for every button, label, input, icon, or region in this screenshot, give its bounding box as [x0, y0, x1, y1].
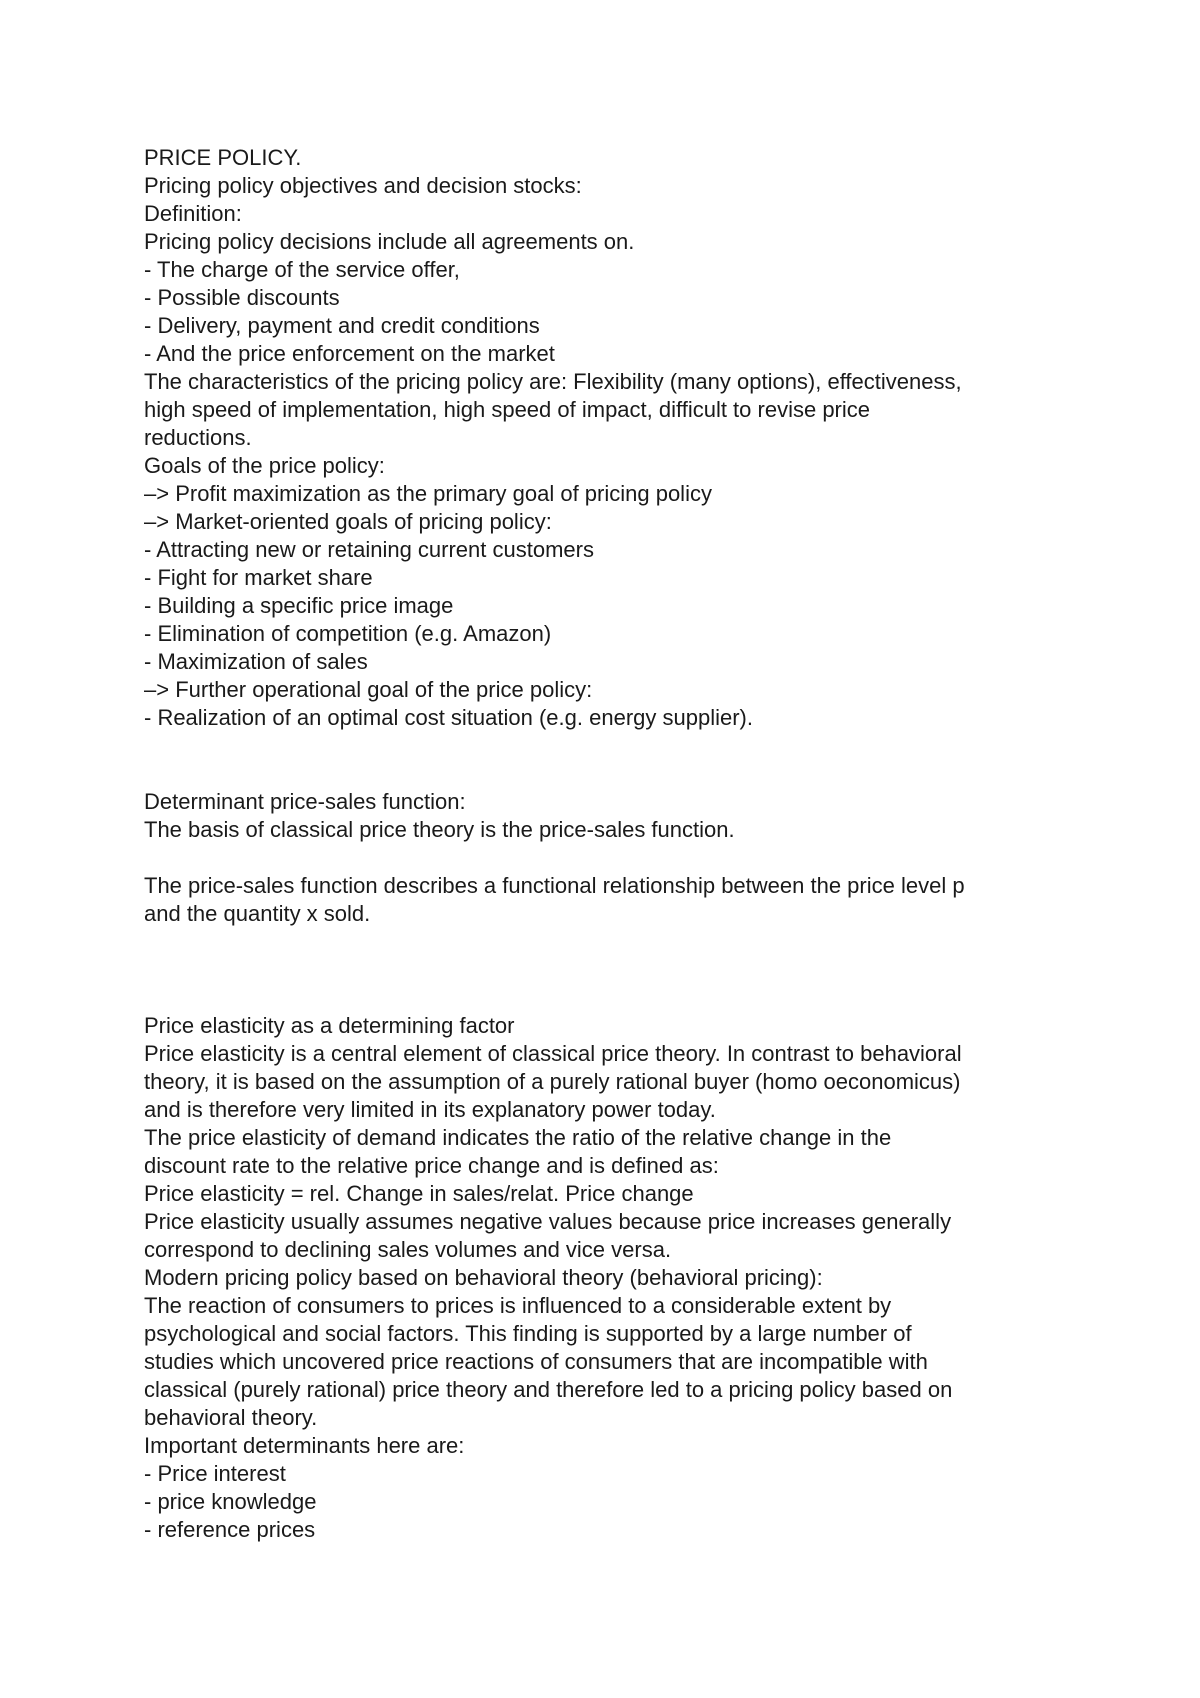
- text-line: The price elasticity of demand indicates the ratio of the relative change in the: [144, 1125, 892, 1150]
- text-line: Price elasticity as a determining factor: [144, 1013, 515, 1038]
- text-line: discount rate to the relative price change and is defined as:: [144, 1153, 719, 1178]
- text-line: Pricing policy objectives and decision stocks:: [144, 173, 582, 198]
- text-line: Important determinants here are:: [144, 1433, 465, 1458]
- section-price-sales-relationship: [144, 872, 1084, 928]
- text-line: Pricing policy decisions include all agreements on.: [144, 229, 635, 254]
- text-line: and the quantity x sold.: [144, 901, 371, 926]
- text-line: PRICE POLICY.: [144, 145, 302, 170]
- text-line: –> Profit maximization as the primary goal of pricing policy: [144, 481, 712, 506]
- text-line: - Delivery, payment and credit conditions: [144, 313, 540, 338]
- text-line: Modern pricing policy based on behavioral theory (behavioral pricing):: [144, 1265, 823, 1290]
- text-line: - Building a specific price image: [144, 593, 454, 618]
- text-line: - Elimination of competition (e.g. Amazon): [144, 621, 552, 646]
- text-line: The reaction of consumers to prices is influenced to a considerable extent by: [144, 1293, 892, 1318]
- text-line: - Realization of an optimal cost situation (e.g. energy supplier).: [144, 705, 753, 730]
- text-line: –> Further operational goal of the price policy:: [144, 677, 593, 702]
- text-line: Price elasticity usually assumes negative values because price increases generally: [144, 1209, 952, 1234]
- section-price-policy-goals: [144, 144, 1084, 732]
- text-line: - The charge of the service offer,: [144, 257, 460, 282]
- text-line: psychological and social factors. This finding is supported by a large number of: [144, 1321, 912, 1346]
- text-line: - Maximization of sales: [144, 649, 368, 674]
- text-line: correspond to declining sales volumes and vice versa.: [144, 1237, 672, 1262]
- text-line: - Attracting new or retaining current customers: [144, 537, 594, 562]
- text-line: –> Market-oriented goals of pricing policy:: [144, 509, 552, 534]
- text-line: - Possible discounts: [144, 285, 340, 310]
- text-line: - Price interest: [144, 1461, 286, 1486]
- document-page: [144, 144, 1084, 1544]
- text-line: The price-sales function describes a functional relationship between the price level p: [144, 873, 965, 898]
- section-price-sales-function: [144, 788, 1084, 844]
- text-line: The basis of classical price theory is the price-sales function.: [144, 817, 735, 842]
- text-line: classical (purely rational) price theory and therefore led to a pricing policy based on: [144, 1377, 953, 1402]
- text-line: high speed of implementation, high speed of impact, difficult to revise price: [144, 397, 870, 422]
- spacer: [144, 732, 1084, 788]
- text-line: behavioral theory.: [144, 1405, 318, 1430]
- text-line: and is therefore very limited in its explanatory power today.: [144, 1097, 716, 1122]
- text-line: reductions.: [144, 425, 252, 450]
- text-line: studies which uncovered price reactions of consumers that are incompatible with: [144, 1349, 928, 1374]
- text-line: The characteristics of the pricing policy are: Flexibility (many options), effectiveness,: [144, 369, 962, 394]
- section-price-elasticity: [144, 1012, 1084, 1544]
- text-line: - Fight for market share: [144, 565, 373, 590]
- text-line: - price knowledge: [144, 1489, 317, 1514]
- text-line: - And the price enforcement on the market: [144, 341, 555, 366]
- spacer: [144, 844, 1084, 872]
- text-line: Goals of the price policy:: [144, 453, 385, 478]
- text-line: Determinant price-sales function:: [144, 789, 466, 814]
- text-line: - reference prices: [144, 1517, 316, 1542]
- text-line: Price elasticity is a central element of classical price theory. In contrast to behavioral: [144, 1041, 962, 1066]
- text-line: theory, it is based on the assumption of a purely rational buyer (homo oeconomicus): [144, 1069, 961, 1094]
- text-line: Price elasticity = rel. Change in sales/relat. Price change: [144, 1181, 694, 1206]
- text-line: Definition:: [144, 201, 242, 226]
- spacer: [144, 928, 1084, 1012]
